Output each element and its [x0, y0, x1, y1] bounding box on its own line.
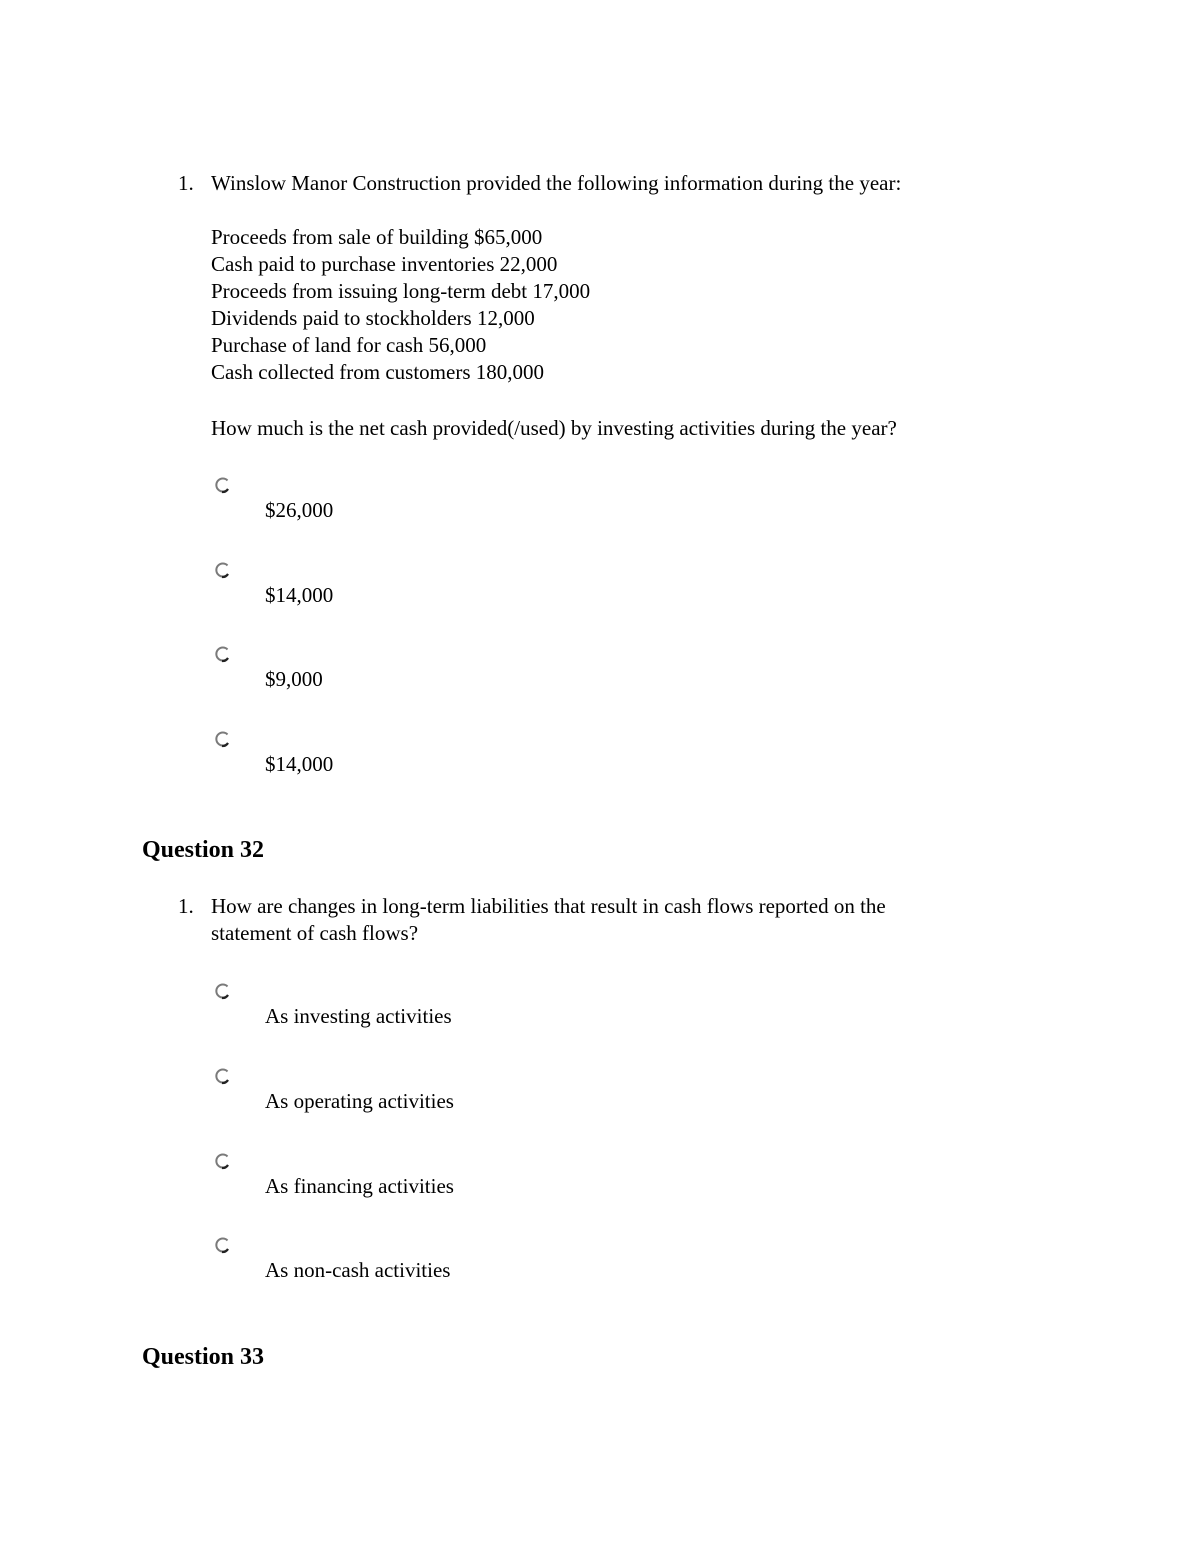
radio-button-icon[interactable]: [213, 561, 232, 580]
transaction-item: Cash collected from customers 180,000: [211, 360, 545, 384]
answer-option[interactable]: $9,000: [265, 667, 323, 691]
radio-button-icon[interactable]: [213, 982, 232, 1001]
question-prompt-text: How much is the net cash provided(/used) by investing activities during the year?: [211, 416, 897, 440]
question-text-line: statement of cash flows?: [211, 921, 419, 945]
radio-button-icon[interactable]: [213, 476, 232, 495]
transaction-item: Cash paid to purchase inventories 22,000: [211, 252, 558, 276]
radio-button-icon[interactable]: [213, 730, 232, 749]
question-number: 1.: [178, 894, 194, 918]
answer-option[interactable]: $14,000: [265, 583, 334, 607]
question-text: [211, 170, 1001, 197]
question-heading: Question 33: [142, 1344, 265, 1370]
transaction-item: Dividends paid to stockholders 12,000: [211, 306, 535, 330]
answer-option[interactable]: $14,000: [265, 752, 334, 776]
answer-option[interactable]: As financing activities: [265, 1174, 454, 1198]
question-intro: Winslow Manor Construction provided the following information during the year:: [211, 171, 902, 195]
question-heading: Question 32: [142, 837, 265, 863]
transaction-item: Proceeds from sale of building $65,000: [211, 225, 543, 249]
question-number: 1.: [178, 171, 194, 195]
answer-option[interactable]: As non-cash activities: [265, 1258, 451, 1282]
answer-option[interactable]: $26,000: [265, 498, 334, 522]
question-prompt: [211, 415, 1001, 442]
transaction-item: Purchase of land for cash 56,000: [211, 333, 487, 357]
question-text-line: How are changes in long-term liabilities that result in cash flows reported on the: [211, 894, 886, 918]
radio-button-icon[interactable]: [213, 1236, 232, 1255]
transaction-item: Proceeds from issuing long-term debt 17,000: [211, 279, 591, 303]
question-text: [211, 893, 1001, 947]
radio-button-icon[interactable]: [213, 645, 232, 664]
transaction-list: [211, 224, 1001, 386]
radio-button-icon[interactable]: [213, 1152, 232, 1171]
answer-option[interactable]: As operating activities: [265, 1089, 454, 1113]
radio-button-icon[interactable]: [213, 1067, 232, 1086]
answer-option[interactable]: As investing activities: [265, 1004, 452, 1028]
